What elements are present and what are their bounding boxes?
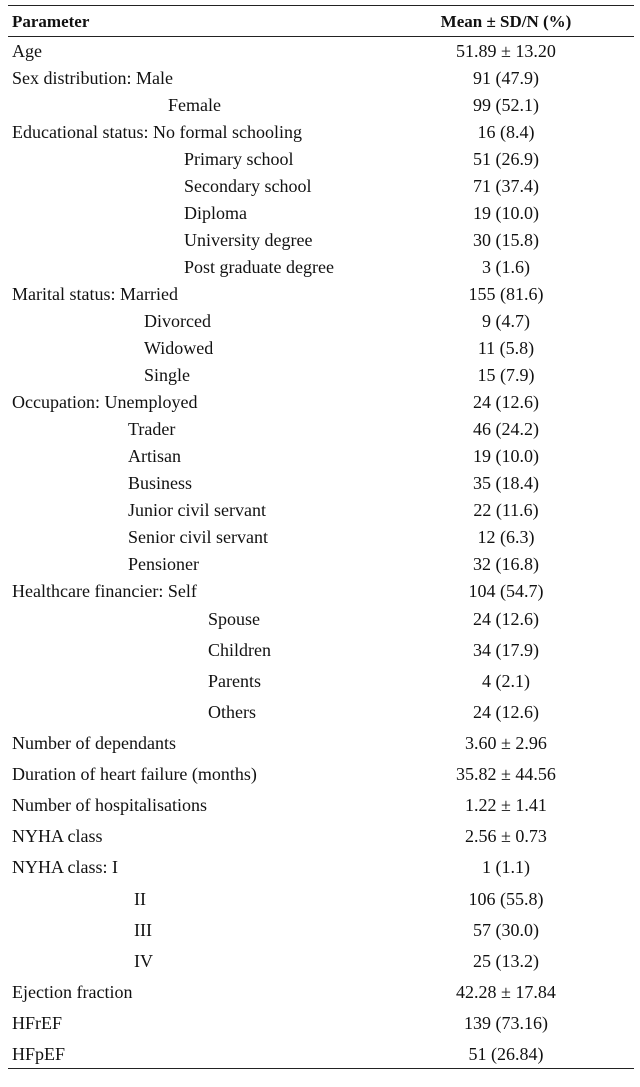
table-row: [8, 885, 634, 916]
table-row: [8, 280, 634, 307]
row-value: 1.22 ± 1.41: [465, 795, 547, 815]
table-row: [8, 145, 634, 172]
table-row: [8, 523, 634, 550]
row-label: Pensioner: [128, 554, 199, 574]
row-label: Senior civil servant: [128, 527, 268, 547]
row-value: 104 (54.7): [468, 581, 544, 601]
table-row: [8, 822, 634, 853]
row-label: Diploma: [184, 203, 247, 223]
table-row: [8, 791, 634, 822]
table-row: [8, 605, 634, 636]
row-label: Healthcare financier: Self: [12, 581, 197, 601]
table-row: [8, 91, 634, 118]
row-label: University degree: [184, 230, 313, 250]
row-label: Secondary school: [184, 176, 312, 196]
table-row: [8, 1040, 634, 1068]
table-row: [8, 729, 634, 760]
row-value: 15 (7.9): [477, 365, 535, 385]
row-value: 19 (10.0): [473, 446, 539, 466]
row-label: HFrEF: [12, 1013, 63, 1033]
row-value: 32 (16.8): [473, 554, 539, 574]
table-row: [8, 307, 634, 334]
row-label: Children: [208, 640, 271, 660]
row-label: Artisan: [128, 446, 181, 466]
row-value: 71 (37.4): [473, 176, 539, 196]
row-label: NYHA class: [12, 826, 103, 846]
row-label: Age: [12, 41, 42, 61]
header-parameter: Parameter: [12, 12, 90, 31]
row-value: 24 (12.6): [473, 609, 539, 629]
table-row: [8, 334, 634, 361]
row-label: Primary school: [184, 149, 294, 169]
row-value: 9 (4.7): [482, 311, 530, 331]
row-value: 4 (2.1): [482, 671, 530, 691]
row-value: 24 (12.6): [473, 702, 539, 722]
row-value: 42.28 ± 17.84: [456, 982, 556, 1002]
table-row: [8, 253, 634, 280]
row-label: Widowed: [144, 338, 214, 358]
row-value: 22 (11.6): [473, 500, 539, 520]
row-value: 25 (13.2): [473, 951, 539, 971]
table-row: [8, 496, 634, 523]
row-label: Number of dependants: [12, 733, 176, 753]
row-value: 2.56 ± 0.73: [465, 826, 547, 846]
table-row: [8, 1009, 634, 1040]
row-label: Sex distribution: Male: [12, 68, 173, 88]
row-value: 34 (17.9): [473, 640, 539, 660]
row-label: Educational status: No formal schooling: [12, 122, 302, 142]
table-row: [8, 550, 634, 577]
row-value: 106 (55.8): [468, 889, 544, 909]
row-label: Others: [208, 702, 256, 722]
table-row: [8, 760, 634, 791]
table-row: [8, 577, 634, 605]
row-label: Post graduate degree: [184, 257, 334, 277]
table-row: [8, 442, 634, 469]
row-value: 11 (5.8): [477, 338, 535, 358]
row-value: 30 (15.8): [473, 230, 539, 250]
row-value: 3.60 ± 2.96: [465, 733, 547, 753]
row-value: 99 (52.1): [473, 95, 539, 115]
table-row: [8, 415, 634, 442]
row-value: 51.89 ± 13.20: [456, 41, 556, 61]
row-label: IV: [134, 951, 153, 971]
table-row: [8, 667, 634, 698]
row-value: 155 (81.6): [468, 284, 544, 304]
table-row: [8, 698, 634, 729]
row-value: 24 (12.6): [473, 392, 539, 412]
row-value: 1 (1.1): [482, 857, 530, 877]
row-label: Ejection fraction: [12, 982, 133, 1002]
row-label: Marital status: Married: [12, 284, 178, 304]
table-row: [8, 469, 634, 496]
table-row: [8, 226, 634, 253]
row-value: 91 (47.9): [473, 68, 539, 88]
row-label: Female: [168, 95, 221, 115]
demographics-table: [8, 5, 634, 1069]
table-row: [8, 172, 634, 199]
row-label: Parents: [208, 671, 261, 691]
row-value: 3 (1.6): [482, 257, 530, 277]
row-label: Number of hospitalisations: [12, 795, 207, 815]
row-label: HFpEF: [12, 1044, 66, 1064]
row-value: 46 (24.2): [473, 419, 539, 439]
row-value: 57 (30.0): [473, 920, 539, 940]
row-value: 139 (73.16): [464, 1013, 548, 1033]
table-row: [8, 916, 634, 947]
row-value: 19 (10.0): [473, 203, 539, 223]
table-body: [8, 37, 634, 1068]
table-row: [8, 388, 634, 415]
table-header: [8, 6, 634, 37]
row-value: 51 (26.9): [473, 149, 539, 169]
header-value: Mean ± SD/N (%): [440, 12, 572, 31]
row-label: Single: [144, 365, 191, 385]
row-label: Duration of heart failure (months): [12, 764, 257, 784]
table-row: [8, 947, 634, 978]
row-label: Occupation: Unemployed: [12, 392, 198, 412]
row-value: 12 (6.3): [477, 527, 535, 547]
row-value: 51 (26.84): [468, 1044, 544, 1064]
table-row: [8, 853, 634, 885]
row-label: Spouse: [208, 609, 261, 629]
table-row: [8, 199, 634, 226]
row-label: NYHA class: I: [12, 857, 118, 877]
table-row: [8, 978, 634, 1009]
table-row: [8, 64, 634, 91]
row-value: 35.82 ± 44.56: [456, 764, 556, 784]
row-label: Trader: [128, 419, 176, 439]
row-label: III: [134, 920, 152, 940]
row-label: Divorced: [144, 311, 211, 331]
table-row: [8, 118, 634, 145]
row-value: 35 (18.4): [473, 473, 539, 493]
table-row: [8, 361, 634, 388]
row-label: Business: [128, 473, 193, 493]
table-row: [8, 636, 634, 667]
row-label: II: [134, 889, 146, 909]
row-label: Junior civil servant: [128, 500, 266, 520]
table-row: [8, 37, 634, 64]
row-value: 16 (8.4): [477, 122, 535, 142]
